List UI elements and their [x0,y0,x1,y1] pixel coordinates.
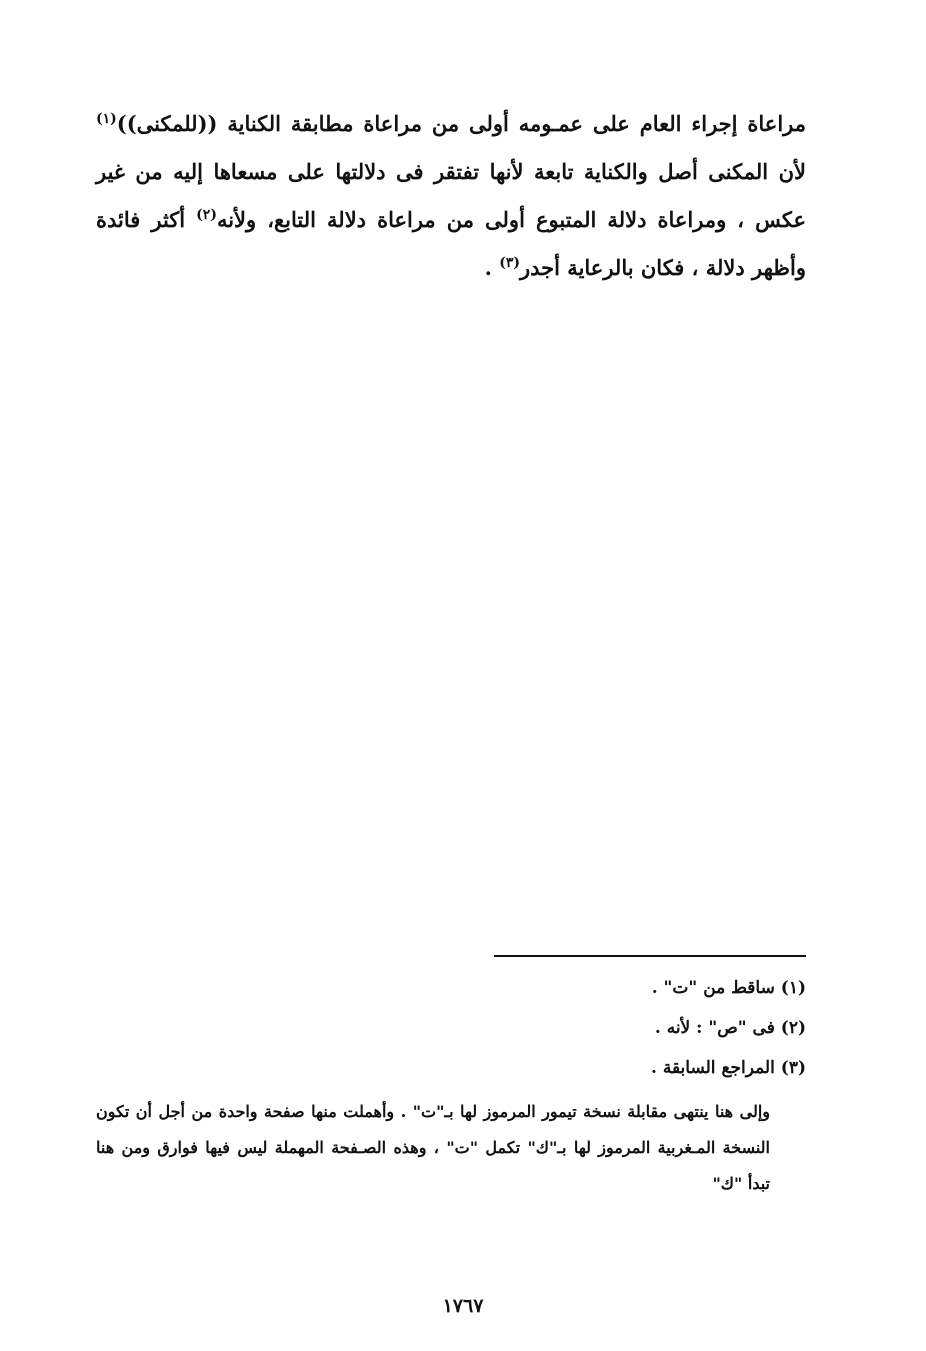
body-text-part-3: أكثر فائدة وأظهر دلالة ، فكان بالرعاية أجدر [96,207,806,280]
body-paragraph [96,100,806,292]
editor-note: وإلى هنا ينتهى مقابلة نسخة تيمور المرموز لها بـ"ت" . وأهملت منها صفحة واحدة من أجل أن تكون النسخة المـغربية المرموز لها بـ"ك" تكمل "ت" ، وهذه الصـفحة المهملة ليس فيها فوارق ومن هنا تبدأ "ك" [96,1102,770,1193]
body-text-end: . [484,255,500,280]
body-text-part-2: لأن المكنى أصل والكناية تابعة لأنها تفتقر فى دلالتها على مسعاها إليه من غير عكس ، ومراعاة دلالة المتبوع أولى من مراعاة دلالة التابع، ولأنه [96,159,806,232]
footnotes-list [96,968,806,1088]
main-paragraph [96,100,806,292]
footnote-marker-2: (٢) [196,207,217,223]
footnote-separator [494,955,806,957]
footnote-marker-3: (٣) [499,255,521,271]
footnote-1: (١) ساقط من "ت" . [651,978,806,998]
footnote-3: (٣) المراجع السابقة . [651,1058,806,1078]
page-number: ١٧٦٧ [442,1295,484,1317]
footnote-2: (٢) فى "ص" : لأنه . [654,1018,806,1038]
footnote-marker-1: (١) [96,111,117,127]
body-text-part-1: مراعاة إجراء العام على عمـومه أولى من مراعاة مطابقة الكناية ((للمكنى)) [116,111,806,136]
